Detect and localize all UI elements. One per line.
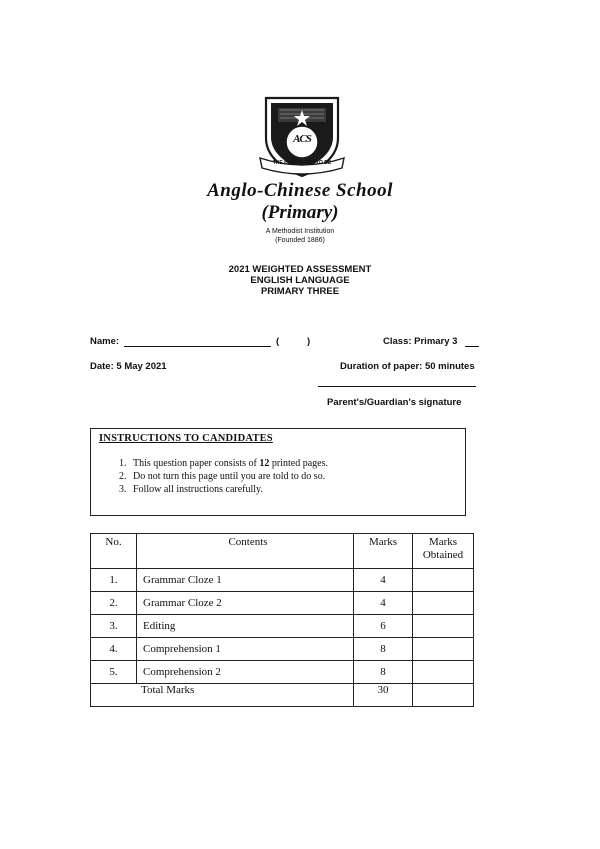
date-label: Date: 5 May 2021 [90,361,167,372]
crest-initials: ACS [293,133,311,145]
row-contents: Grammar Cloze 2 [137,592,354,615]
total-marks: 30 [354,684,413,707]
index-paren-close: ) [307,336,311,347]
index-number-field[interactable] [284,334,304,346]
instruction-text: Follow all instructions carefully. [133,484,263,495]
school-founded-text: (Founded 1886) [275,237,325,244]
crest-motto: THE BEST IS YET TO BE [272,160,332,166]
instructions-list [119,457,328,496]
row-marks-obtained[interactable] [413,661,474,684]
total-marks-obtained[interactable] [413,684,474,707]
instruction-item [119,470,328,483]
row-no: 2. [91,592,137,615]
row-no: 4. [91,638,137,661]
instruction-text: Do not turn this page until you are told to do so. [133,471,326,482]
school-tagline-text: A Methodist Institution [265,228,335,235]
school-subtitle: (Primary) [261,202,339,223]
total-label: Total Marks [91,684,354,707]
header-obtained-line-1: Marks [428,536,458,548]
school-tagline [0,227,600,245]
row-contents: Grammar Cloze 1 [137,569,354,592]
marks-table [90,533,474,707]
class-field-line[interactable] [465,346,479,347]
row-marks: 8 [354,638,413,661]
instructions-title: INSTRUCTIONS TO CANDIDATES [99,433,273,444]
instruction-text-tail: printed pages. [269,458,328,469]
header-marks-obtained [413,534,474,569]
school-name: Anglo-Chinese School [207,180,393,201]
row-marks-obtained[interactable] [413,592,474,615]
header-marks: Marks [354,534,413,569]
header-no: No. [91,534,137,569]
table-row [91,569,474,592]
exam-line-1: 2021 WEIGHTED ASSESSMENT [228,264,372,275]
row-marks: 8 [354,661,413,684]
exam-heading [0,264,600,297]
row-no: 5. [91,661,137,684]
row-no: 3. [91,615,137,638]
row-contents: Comprehension 2 [137,661,354,684]
class-label: Class: Primary 3 [383,336,458,347]
instruction-text: This question paper consists of [133,458,260,469]
name-label: Name: [90,336,120,347]
row-no: 1. [91,569,137,592]
index-paren-open: ( [276,336,280,347]
row-contents: Editing [137,615,354,638]
row-marks-obtained[interactable] [413,615,474,638]
row-marks: 4 [354,569,413,592]
instruction-item [119,483,328,496]
signature-line[interactable] [318,386,476,387]
table-row [91,615,474,638]
exam-line-2: ENGLISH LANGUAGE [250,275,350,286]
row-marks-obtained[interactable] [413,638,474,661]
row-contents: Comprehension 1 [137,638,354,661]
duration-label: Duration of paper: 50 minutes [340,361,475,372]
row-marks: 4 [354,592,413,615]
row-marks-obtained[interactable] [413,569,474,592]
instruction-number: 3. [119,484,127,495]
instruction-item [119,457,328,470]
exam-line-3: PRIMARY THREE [260,286,340,297]
table-row [91,592,474,615]
header-contents: Contents [137,534,354,569]
name-field-line[interactable] [124,346,271,347]
header-obtained-line-2: Obtained [422,549,464,561]
instruction-page-count: 12 [259,458,270,469]
table-row [91,661,474,684]
instruction-number: 1. [119,458,127,469]
table-row [91,638,474,661]
row-marks: 6 [354,615,413,638]
table-header-row [91,534,474,569]
signature-label: Parent's/Guardian's signature [327,397,462,408]
instruction-number: 2. [119,471,127,482]
instructions-box [90,428,466,516]
total-row [91,684,474,707]
